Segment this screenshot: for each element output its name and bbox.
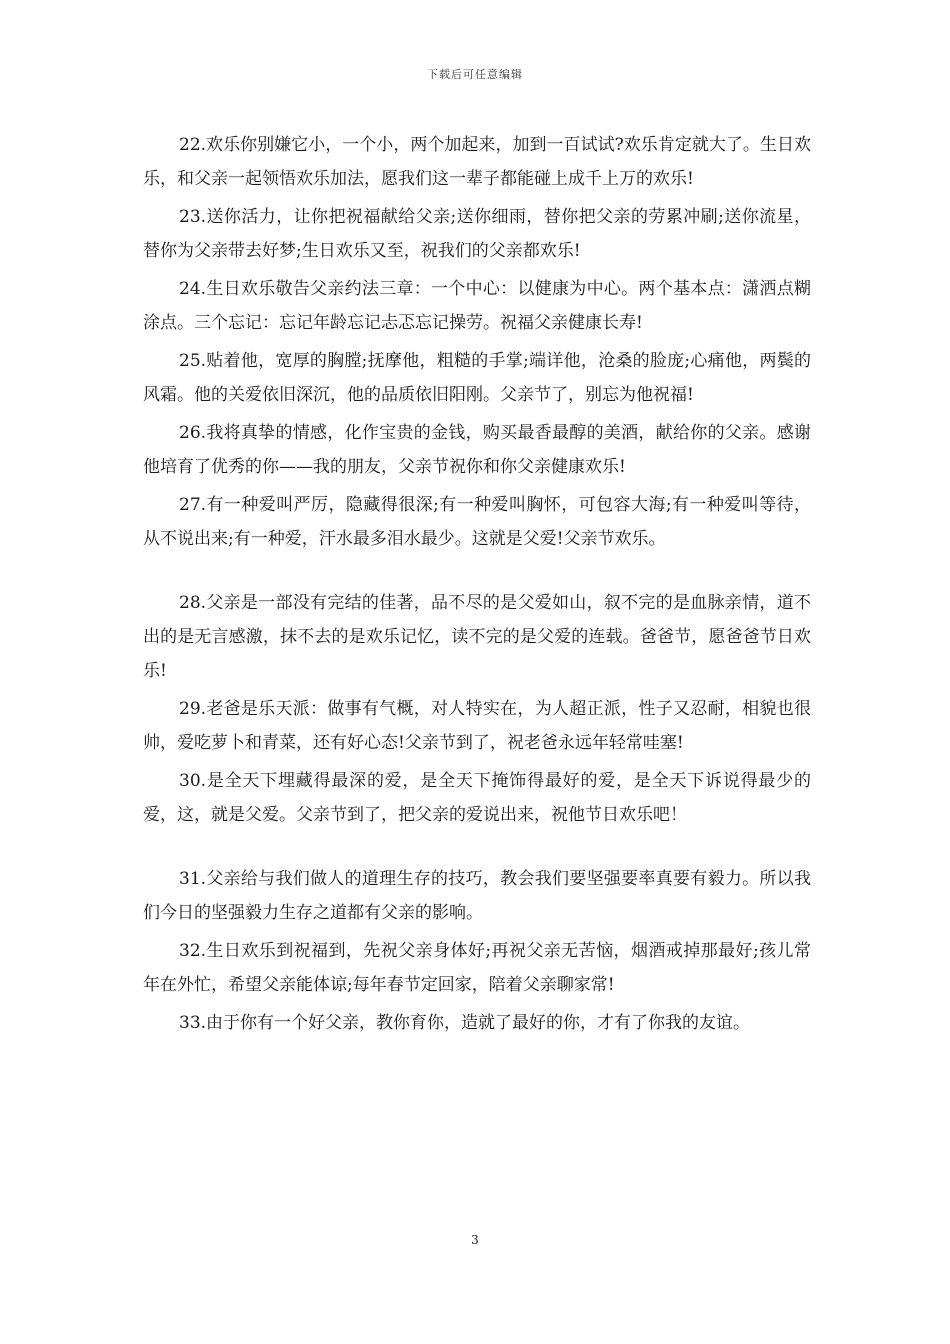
paragraph-30: 30.是全天下埋藏得最深的爱，是全天下掩饰得最好的爱，是全天下诉说得最少的爱，这，就是父爱。父亲节到了，把父亲的爱说出来，祝他节日欢乐吧！: [143, 771, 811, 825]
paragraph-28: 28.父亲是一部没有完结的佳著，品不尽的是父爱如山，叙不完的是血脉亲情，道不出的是无言感激，抹不去的是欢乐记忆，读不完的是父爱的连载。爸爸节，愿爸爸节日欢乐!: [143, 593, 811, 681]
paragraph-26: 26.我将真挚的情感，化作宝贵的金钱，购买最香最醇的美酒，献给你的父亲。感谢他培育了优秀的你——我的朋友，父亲节祝你和你父亲健康欢乐!: [143, 423, 811, 477]
paragraph-25: 25.贴着他，宽厚的胸膛;抚摩他，粗糙的手掌;端详他，沧桑的脸庞;心痛他，两鬓的风霜。他的关爱依旧深沉，他的品质依旧阳刚。父亲节了，别忘为他祝福!: [143, 351, 811, 405]
paragraph-24: 24.生日欢乐敬告父亲约法三章：一个中心：以健康为中心。两个基本点：潇洒点糊涂点。三个忘记：忘记年龄忘记忐忑忘记操劳。祝福父亲健康长寿!: [143, 279, 811, 333]
paragraph-27: 27.有一种爱叫严厉，隐藏得很深;有一种爱叫胸怀，可包容大海;有一种爱叫等待，从不说出来;有一种爱，汗水最多泪水最少。这就是父爱!父亲节欢乐。: [143, 495, 811, 549]
header-note: 下载后可任意编辑: [427, 68, 523, 81]
paragraph-29: 29.老爸是乐天派：做事有气概，对人特实在，为人超正派，性子又忍耐，相貌也很帅，爱吃萝卜和青菜，还有好心态!父亲节到了，祝老爸永远年轻常哇塞!: [143, 699, 811, 753]
paragraph-31: 31.父亲给与我们做人的道理生存的技巧，教会我们要坚强要率真要有毅力。所以我们今日的坚强毅力生存之道都有父亲的影响。: [143, 869, 811, 923]
paragraph-23: 23.送你活力，让你把祝福献给父亲;送你细雨，替你把父亲的劳累冲刷;送你流星，替你为父亲带去好梦;生日欢乐又至，祝我们的父亲都欢乐!: [143, 207, 811, 261]
paragraph-32: 32.生日欢乐到祝福到，先祝父亲身体好;再祝父亲无苦恼，烟酒戒掉那最好;孩儿常年在外忙，希望父亲能体谅;每年春节定回家，陪着父亲聊家常!: [143, 941, 811, 995]
document-body: [143, 128, 811, 1044]
page-number: 3: [471, 1233, 479, 1247]
paragraph-22: 22.欢乐你别嫌它小，一个小，两个加起来，加到一百试试?欢乐肯定就大了。生日欢乐，和父亲一起领悟欢乐加法，愿我们这一辈子都能碰上成千上万的欢乐!: [143, 135, 811, 189]
paragraph-33: 33.由于你有一个好父亲，教你育你，造就了最好的你，才有了你我的友谊。: [179, 1013, 751, 1033]
